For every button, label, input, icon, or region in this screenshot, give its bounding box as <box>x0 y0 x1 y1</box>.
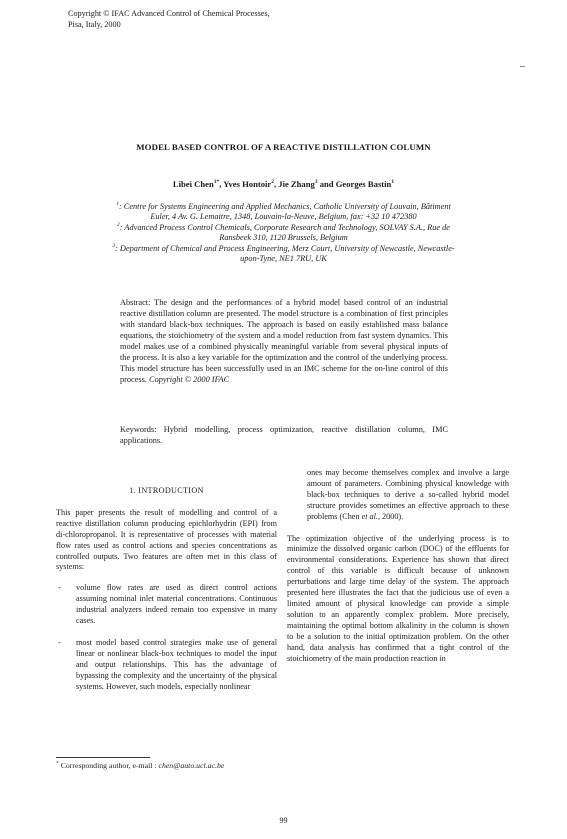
margin-mark <box>520 66 525 67</box>
feature-list <box>56 583 277 692</box>
author-list <box>0 179 567 189</box>
right-column <box>287 468 509 664</box>
affiliation-mark: 1 <box>116 201 119 208</box>
list-item-text: volume flow rates are used as direct control actions assuming nominal inlet material concentrations. Continuous industrial analyzers indeed remain too expensive in many cases. <box>76 583 277 626</box>
list-item-text: most model based control strategies make use of general linear or nonlinear black-box techniques to model the input and output relationships. This has the advantage of bypassing the complexity and the uncertainty of the physical systems. However, such models, especially nonlinear <box>76 637 277 691</box>
continued-paragraph <box>287 468 509 523</box>
affiliation-2 <box>110 223 457 244</box>
citation-etal: et al. <box>361 511 378 521</box>
footnote-mark: * <box>56 760 59 767</box>
author-name: , Jie Zhang <box>273 179 315 189</box>
keywords: Keywords: Hybrid modelling, process optimization, reactive distillation column, IMC applications. <box>120 425 448 445</box>
page-number: 99 <box>279 816 288 825</box>
affiliation-mark: 2 <box>117 222 120 229</box>
abstract <box>120 297 448 385</box>
paragraph-text: , 2000). <box>377 511 404 521</box>
intro-paragraph: This paper presents the result of modelling and control of a reactive distillation column producing epichlorhydrin (EPI) from di-chloropropanol. It is representative of processes with material flow rates used as control actions and species concentrations as controlled outputs. Two features are often met in this class of systems: <box>56 507 277 572</box>
footnote <box>56 761 224 770</box>
abstract-text: Abstract: The design and the performances of a hybrid model based control of an industrial reactive distillation column are presented. The model structure is a combination of first principles with standard black-box techniques. The approach is based on easily established mass balance equations, the stoichiometry of the system and a model reduction from fast system dynamics. This model makes use of a combined physically meaningful variable from several physical inputs of the process. It is also a key variable for the optimization and the control of the underlying process. This model structure has been successfully used in an IMC scheme for the on-line control of this process. <box>120 298 448 384</box>
affiliation-text: : Advanced Process Control Chemicals, Corporate Research and Technology, SOLVAY S.A., Rue de Ransbeek 310, 1120 Brussels, Belgium <box>119 222 450 243</box>
affiliation-mark: 3 <box>112 242 116 249</box>
affiliation-1 <box>110 202 457 223</box>
author-name: and Georges Bastin <box>317 179 392 189</box>
footnote-email[interactable]: chen@auto.ucl.ac.be <box>158 761 225 770</box>
dash-bullet: - <box>58 637 61 647</box>
author-name: Libei Chen <box>172 179 214 189</box>
author-name: , Yves Hontoir <box>219 179 272 189</box>
section-heading-introduction: 1. INTRODUCTION <box>129 486 204 495</box>
list-item <box>56 638 277 693</box>
footnote-rule <box>56 757 150 758</box>
copyright-line-1: Copyright © IFAC Advanced Control of Chemical Processes, <box>68 9 270 18</box>
footnote-text: Corresponding author, e-mail : <box>58 761 159 770</box>
abstract-copyright: Copyright © 2000 IFAC <box>149 375 230 384</box>
author-superscript: 3 <box>314 179 318 186</box>
paragraph-text: ones may become themselves complex and involve a large amount of parameters. Combining physical knowledge with black-box techniques to derive a so-called hybrid model structure provides sometimes an effective approach to these problems (Chen <box>307 468 509 521</box>
list-item <box>56 583 277 627</box>
author-superscript: 1* <box>213 179 220 186</box>
dash-bullet: - <box>58 583 61 593</box>
copyright-notice <box>68 9 270 30</box>
affiliation-text: : Centre for Systems Engineering and Applied Mechanics, Catholic University of Louvain, Bâtiment Euler, 4 Av. G. Lemaitre, 1348, Louvain-la-Neuve, Belgium, fax: +32 10 472380 <box>118 202 451 222</box>
affiliation-3 <box>110 244 457 265</box>
copyright-line-2: Pisa, Italy, 2000 <box>68 19 121 29</box>
paper-title: MODEL BASED CONTROL OF A REACTIVE DISTILLATION COLUMN <box>136 142 431 152</box>
affiliation-text: : Department of Chemical and Process Engineering, Merz Court, University of Newcastle, Newcastle-upon-Tyne, NE1 7RU, UK <box>115 243 455 264</box>
affiliations <box>110 202 457 264</box>
optimization-paragraph: The optimization objective of the underlying process is to minimize the dissolved organic carbon (DOC) of the effluents for environmental considerations. Experience has shown that direct control of this variable is difficult because of unknown perturbations and large time delay of the system. The approach presented here illustrates the fact that the judicious use of even a limited amount of physical knowledge can provide a simple solution to an apparently complex problem. More precisely, maintaining the optimal bottom alkalinity in the column is shown to be a solution to the initial optimization problem. On the other hand, data analysis has confirmed that a tight control of the stoichiometry of the main production reaction in <box>287 533 509 663</box>
author-superscript: 1 <box>391 179 395 186</box>
left-column <box>56 486 277 704</box>
author-superscript: 2 <box>271 179 274 186</box>
